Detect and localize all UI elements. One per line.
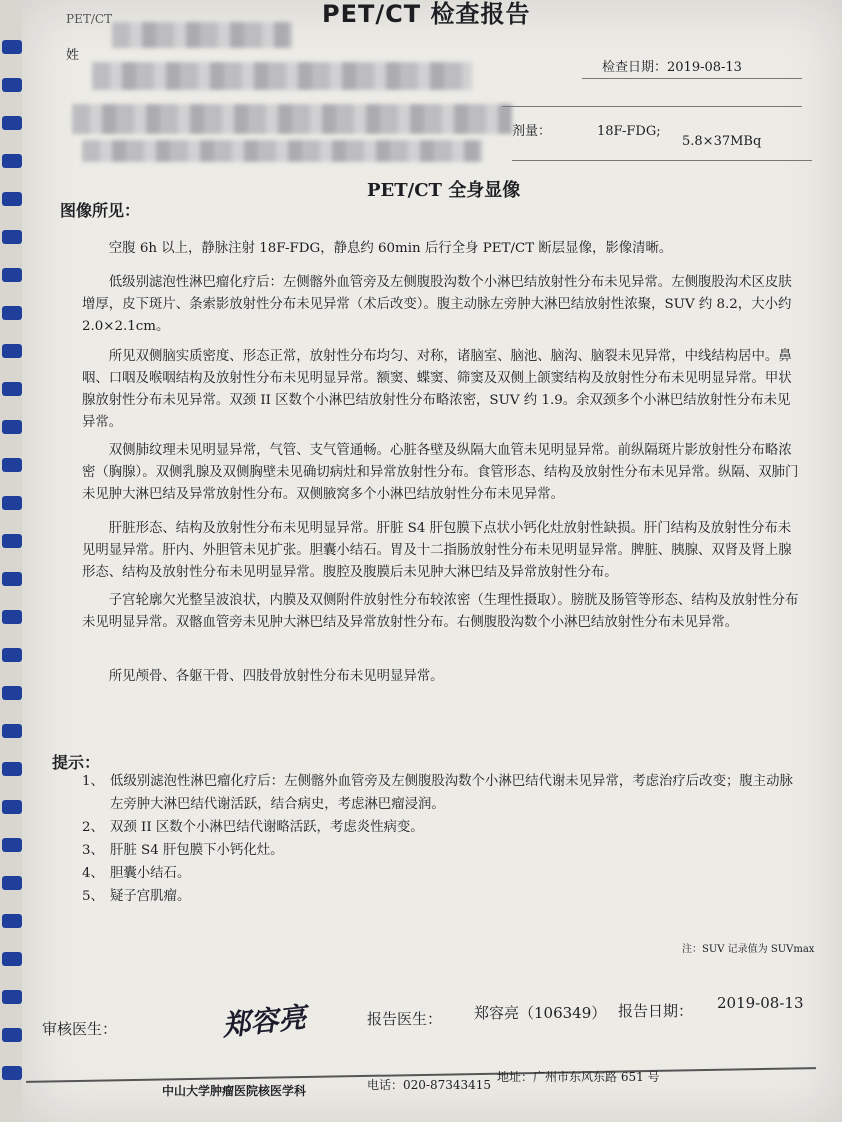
spiral-ring	[2, 78, 22, 92]
findings-paragraph-7: 所见颅骨、各躯干骨、四肢骨放射性分布未见明显异常。	[108, 669, 444, 684]
spiral-ring	[2, 496, 22, 510]
report-subtitle: PET/CT 全身显像	[367, 180, 521, 201]
spiral-ring	[2, 762, 22, 776]
spiral-ring	[2, 154, 22, 168]
spiral-ring	[2, 268, 22, 282]
report-date: 2019-08-13	[717, 994, 804, 1012]
spiral-ring	[2, 458, 22, 472]
underline	[502, 106, 802, 107]
redacted-area	[72, 104, 512, 134]
exam-date: 检查日期：2019-08-13	[602, 60, 742, 75]
underline	[582, 78, 802, 79]
spiral-ring	[2, 40, 22, 54]
redacted-area	[92, 62, 472, 90]
spiral-ring	[2, 382, 22, 396]
spiral-ring	[2, 952, 22, 966]
findings-paragraph-1: 空腹 6h 以上，静脉注射 18F-FDG，静息约 60min 后行全身 PET/CT 断层显像，影像清晰。	[108, 241, 673, 256]
findings-paragraph-3: 所见双侧脑实质密度、形态正常，放射性分布均匀、对称，诸脑室、脑池、脑沟、脑裂未见异常，中线结构居中。鼻咽、口咽及喉咽结构及放射性分布未见明显异常。额窦、蝶窦、筛窦及双侧上颌窦结构及放射性分布未见明显异常。甲状腺放射性分布未见异常。双颈 II 区数个小淋巴结放射性分布略浓密，SUV 约 1.9。余双颈多个小淋巴结放射性分布未见异常。	[82, 349, 792, 430]
findings-paragraph-2: 低级别滤泡性淋巴瘤化疗后：左侧髂外血管旁及左侧腹股沟数个小淋巴结放射性分布未见异常。左侧腹股沟术区皮肤增厚，皮下斑片、条索影放射性分布未见异常（术后改变）。腹主动脉左旁肿大淋巴结放射性浓聚，SUV 约 8.2，大小约 2.0×2.1cm。	[82, 275, 792, 334]
dose-value: 5.8×37MBq	[682, 134, 762, 149]
list-item: 1、 低级别滤泡性淋巴瘤化疗后：左侧髂外血管旁及左侧腹股沟数个小淋巴结代谢未见异常，考虑治疗后改变；腹主动脉左旁肿大淋巴结代谢活跃，结合病史，考虑淋巴瘤浸润。	[82, 774, 793, 812]
report-date-label: 报告日期：	[618, 1002, 694, 1020]
spiral-ring	[2, 192, 22, 206]
report-doctor-label: 报告医生：	[367, 1010, 443, 1028]
spiral-ring	[2, 230, 22, 244]
report-doctor: 郑容亮（106349）	[474, 1004, 607, 1022]
redacted-area	[82, 140, 482, 162]
tracer: 18F-FDG;	[597, 124, 661, 139]
reviewer-signature: 郑容亮	[220, 1000, 308, 1043]
spiral-ring	[2, 1066, 22, 1080]
spiral-ring	[2, 990, 22, 1004]
suv-note: 注：SUV 记录值为 SUVmax	[682, 944, 815, 955]
spiral-ring	[2, 344, 22, 358]
reviewer-label: 审核医生：	[42, 1020, 118, 1038]
findings-paragraph-5: 肝脏形态、结构及放射性分布未见明显异常。肝脏 S4 肝包膜下点状小钙化灶放射性缺损。肝门结构及放射性分布未见明显异常。肝内、外胆管未见扩张。胆囊小结石。胃及十二指肠放射性分布未见明显异常。脾脏、胰腺、双肾及肾上腺形态、结构及放射性分布未见明显异常。腹腔及腹膜后未见肿大淋巴结及异常放射性分布。	[82, 521, 792, 580]
spiral-ring	[2, 420, 22, 434]
footer-address: 地址：广州市东风东路 651 号	[497, 1070, 660, 1084]
findings-paragraph-6: 子宫轮廓欠光整呈波浪状，内膜及双侧附件放射性分布较浓密（生理性摄取）。膀胱及肠管等形态、结构及放射性分布未见明显异常。双髂血管旁未见肿大淋巴结及异常放射性分布。右侧腹股沟数个小淋巴结放射性分布未见异常。	[82, 593, 799, 630]
spiral-ring	[2, 116, 22, 130]
redacted-area	[112, 22, 292, 48]
small-header-label: PET/CT	[66, 12, 113, 26]
spiral-ring	[2, 306, 22, 320]
spiral-ring	[2, 914, 22, 928]
dose-label: 剂量：	[512, 124, 552, 139]
spiral-ring	[2, 610, 22, 624]
spiral-ring	[2, 1028, 22, 1042]
spiral-ring	[2, 876, 22, 890]
list-item: 2、 双颈 II 区数个小淋巴结代谢略活跃，考虑炎性病变。	[82, 820, 424, 835]
footer-department: 中山大学肿瘤医院核医学科	[162, 1084, 307, 1098]
spiral-ring	[2, 534, 22, 548]
spiral-ring	[2, 724, 22, 738]
spiral-ring	[2, 838, 22, 852]
impression-heading: 提示：	[52, 753, 101, 772]
report-page	[22, 0, 842, 1122]
findings-heading: 图像所见：	[60, 201, 141, 220]
name-label: 姓	[66, 48, 80, 63]
list-item: 3、 肝脏 S4 肝包膜下小钙化灶。	[82, 843, 284, 858]
impression-list	[82, 770, 802, 908]
spiral-ring	[2, 800, 22, 814]
findings-paragraph-4: 双侧肺纹理未见明显异常，气管、支气管通畅。心脏各壁及纵隔大血管未见明显异常。前纵隔斑片影放射性分布略浓密（胸腺）。双侧乳腺及双侧胸壁未见确切病灶和异常放射性分布。食管形态、结构及放射性分布未见异常。纵隔、双肺门未见肿大淋巴结及异常放射性分布。双侧腋窝多个小淋巴结放射性分布未见异常。	[82, 443, 799, 502]
list-item: 5、 疑子宫肌瘤。	[82, 889, 191, 904]
list-item: 4、 胆囊小结石。	[82, 866, 191, 881]
spiral-ring	[2, 648, 22, 662]
spiral-binding	[0, 0, 24, 1122]
spiral-ring	[2, 572, 22, 586]
footer-phone: 电话：020-87343415	[367, 1078, 492, 1092]
underline	[512, 160, 812, 161]
report-title: PET/CT 检查报告	[322, 0, 531, 28]
spiral-ring	[2, 686, 22, 700]
